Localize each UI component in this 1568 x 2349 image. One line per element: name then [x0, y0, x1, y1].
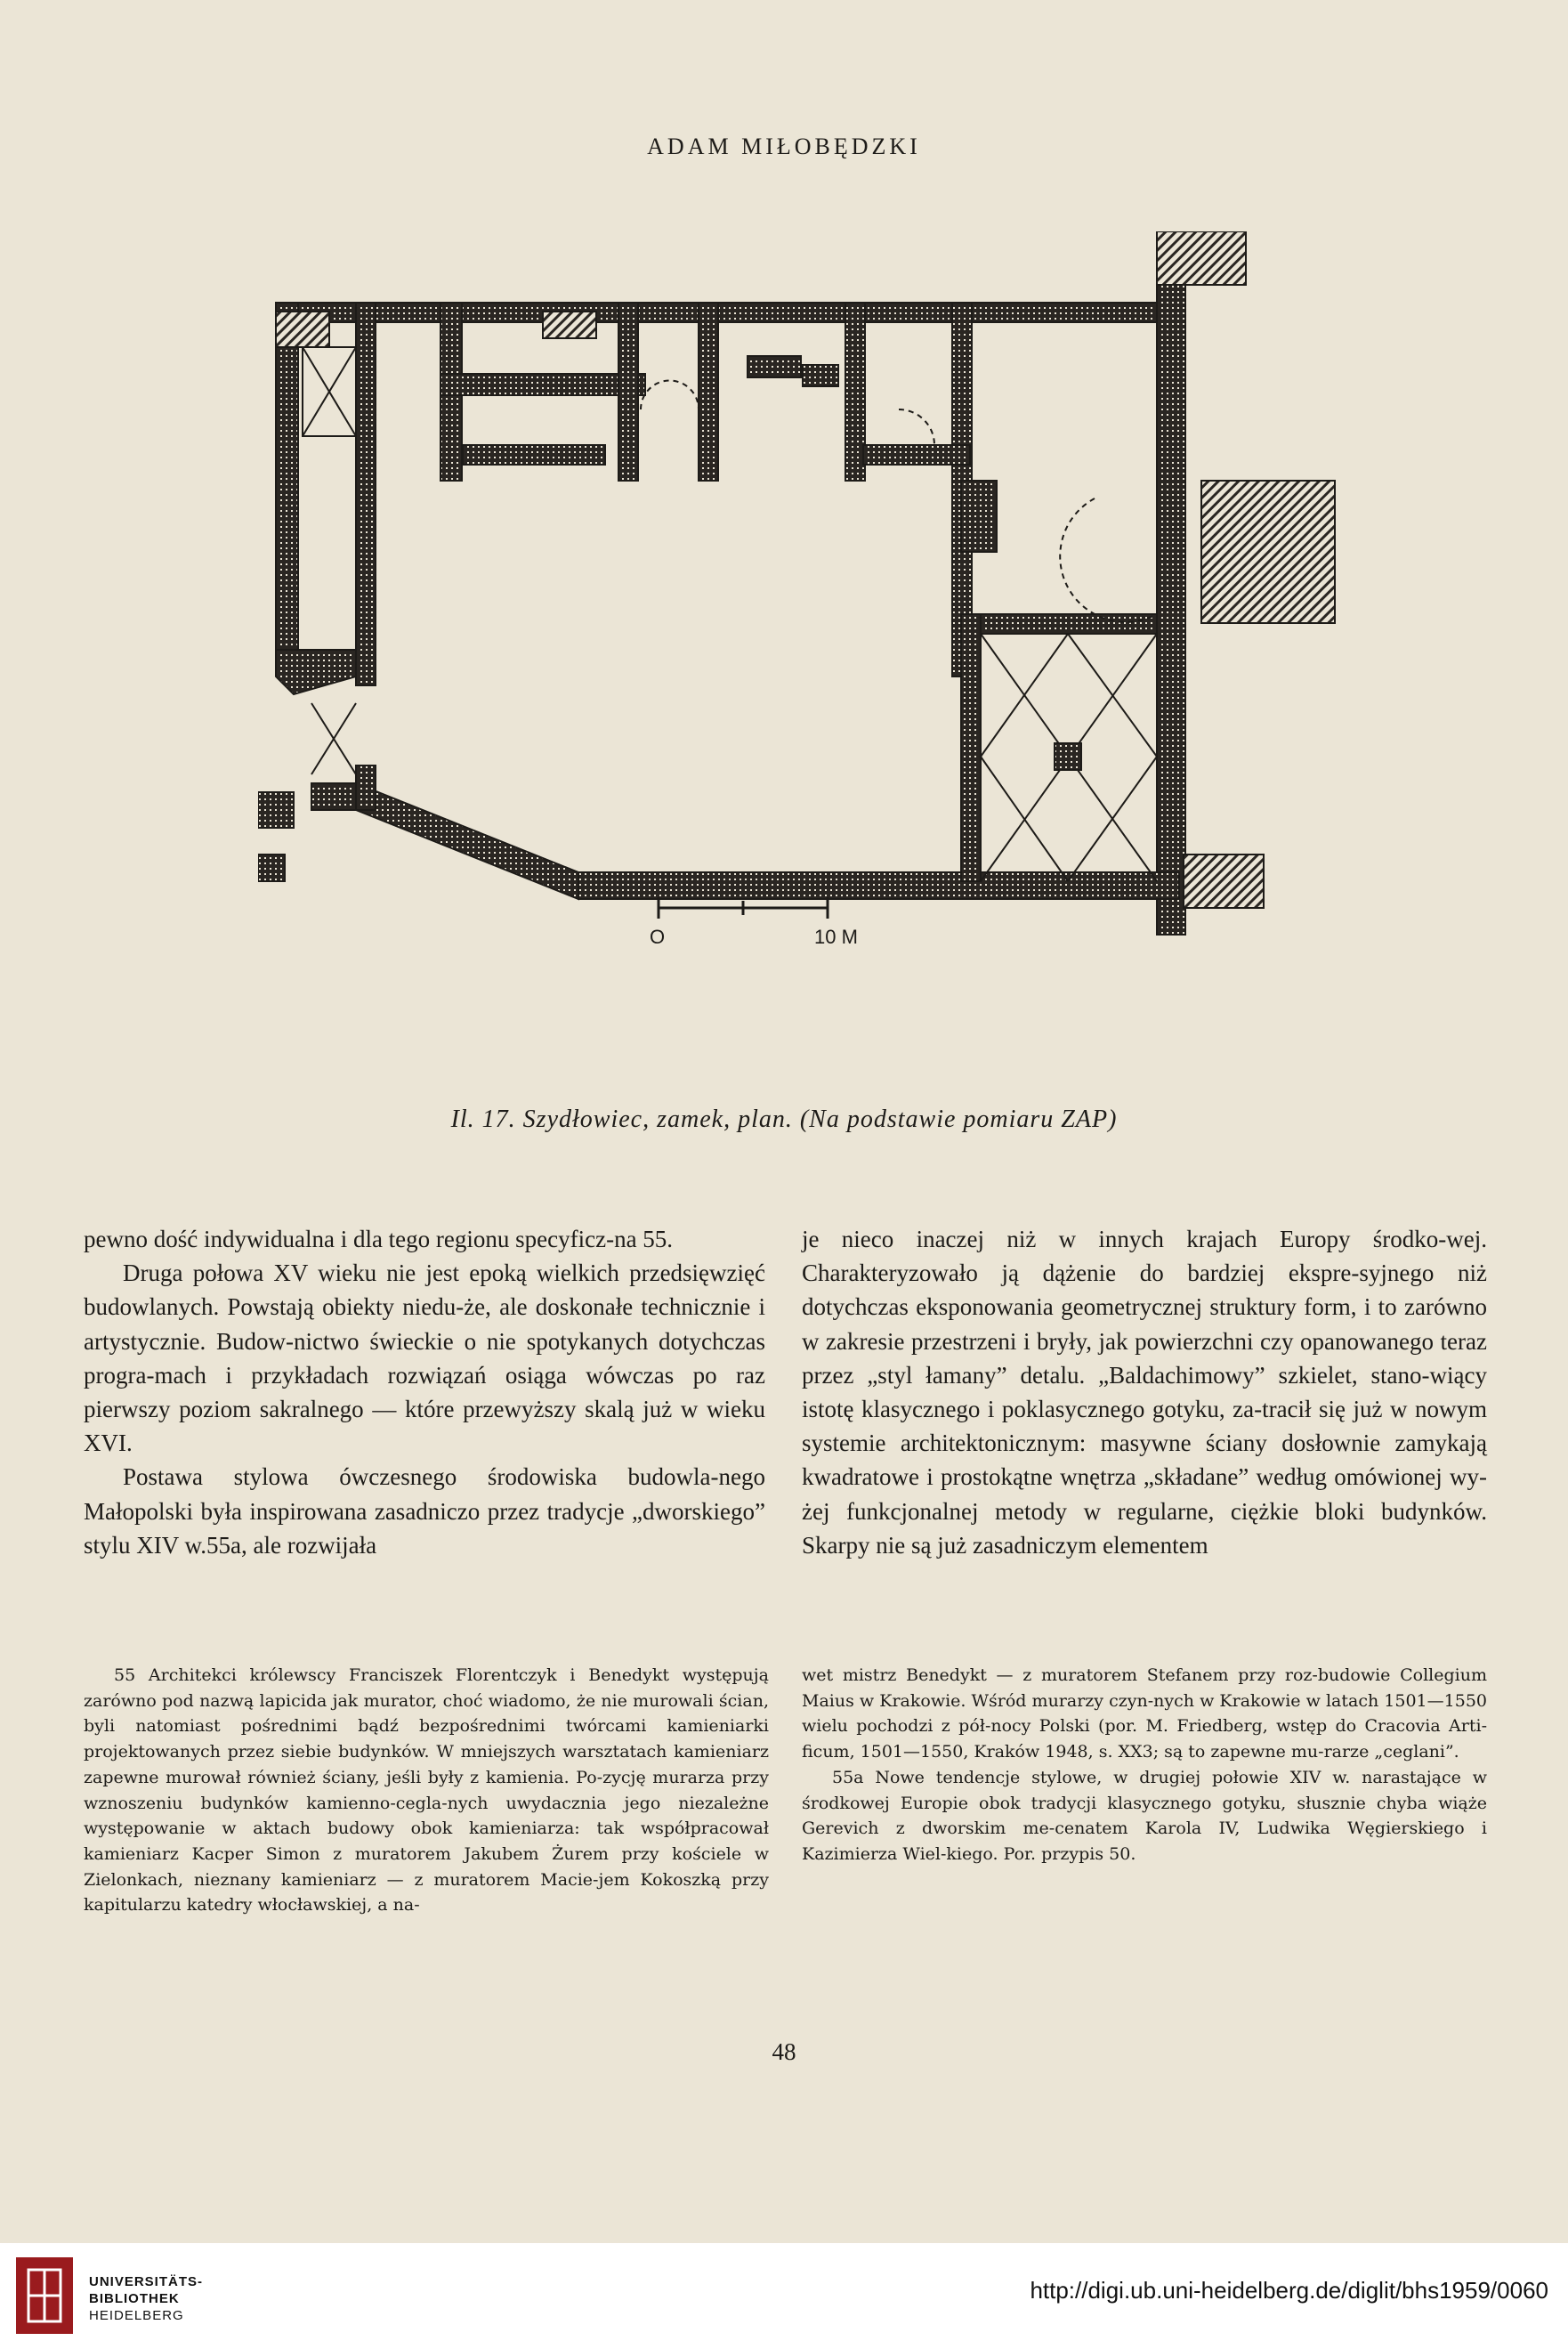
- paragraph: je nieco inaczej niż w innych krajach Europy środko-wej. Charakteryzowało ją dążenie do bardziej ekspre-syjnego niż dotychczas eksponowania geometrycznej struktury form, i to zarówno w zakresie przestrzeni i bryły, jak powierzchni czy opanowanego teraz przez „styl łamany” detalu. „Baldachimowy” szkielet, stano-wiący istotę klasycznego i poklasycznego gotyku, za-tracił się już w nowym systemie architektonicznym: masywne ściany dosłownie zamykają kwadratowe i prostokątne wnętrza „składane” według omówionej wy-żej funkcjonalnej metody w regularne, ciężkie bloki budynków. Skarpy nie są już zasadniczym elementem: [802, 1226, 1487, 1559]
- figure-caption: Il. 17. Szydłowiec, zamek, plan. (Na podstawie pomiaru ZAP): [450, 1106, 1118, 1133]
- footnote-55: 55 Architekci królewscy Franciszek Florentczyk i Benedykt występują zarówno pod nazwą lapicida jak murator, choć wiadomo, że nie murowali ścian, byli natomiast pośrednimi bądź bezpośrednimi twórcami kamieniarki projektowanych przez siebie budynków. W mniejszych warsztatach kamieniarz zapewne murował również ściany, jeśli były z kamienia. Po-zycję murarza przy wznoszeniu budynków kamienno-cegla-nych uwydacznia jego niezależne występowanie w aktach budowy obok kamieniarza: tak współpracował kamieniarz Kacper Simon z muratorem Jakubem Żurem przy kościele w Zielonkach, nieznany kamieniarz — z muratorem Macie-jem Kokoszką przy kapitularzu katedry włocławskiej, a na-: [84, 1665, 769, 1916]
- page-number: 48: [772, 2038, 796, 2065]
- paragraph: Postawa stylowa ówczesnego środowiska budowla-nego Małopolski była inspirowana zasadniczo przez tradycje „dworskiego” stylu XIV w.55a, ale rozwijała: [84, 1463, 765, 1559]
- scale-bar: [659, 897, 828, 919]
- permalink-url[interactable]: http://digi.ub.uni-heidelberg.de/diglit/bhs1959/0060: [1030, 2277, 1548, 2304]
- castle-floor-plan: [258, 231, 1353, 1086]
- library-line1: UNIVERSITÄTS-: [89, 2274, 204, 2289]
- paragraph: pewno dość indywidualna i dla tego regionu specyficz-na 55.: [84, 1226, 674, 1252]
- scale-label-ten: 10 M: [814, 926, 858, 948]
- paragraph: Druga połowa XV wieku nie jest epoką wielkich przedsięwzięć budowlanych. Powstają obiekty niedu-że, ale doskonałe technicznie i artystycznie. Budow-nictwo świeckie o nie spotykanych dotychczas progra-mach i przykładach rozwiązań osiąga wówczas po raz pierwszy poziom sakralnego — które przewyższy skalą już w wieku XVI.: [84, 1260, 765, 1457]
- body-column-left: [84, 1222, 765, 1562]
- library-line3: HEIDELBERG: [89, 2308, 184, 2323]
- body-column-right: [802, 1222, 1487, 1562]
- footnotes-left: [84, 1663, 769, 1918]
- central-boss: [1055, 743, 1081, 770]
- footnote-55-continued: wet mistrz Benedykt — z muratorem Stefanem przy roz-budowie Collegium Maius w Krakowie. Wśród murarzy czyn-nych w Krakowie w latach 1501—1550 wielu pochodzi z pół-nocy Polski (por. M. Friedberg, wstęp do Cracovia Arti-ficum, 1501—1550, Kraków 1948, s. XX3; są to zapewne mu-rarze „ceglani”.: [802, 1665, 1487, 1762]
- footnote-55a: 55a Nowe tendencje stylowe, w drugiej połowie XIV w. narastające w środkowej Europie obok tradycji klasycznego gotyku, słusznie chyba wiąże Gerevich z dworskim me-cenatem Karola IV, Ludwika Węgierskiego i Kazimierza Wiel-kiego. Por. przypis 50.: [802, 1767, 1487, 1864]
- footnotes-right: [802, 1663, 1487, 1867]
- scale-label-zero: O: [650, 926, 666, 948]
- library-name: [89, 2273, 203, 2324]
- running-header: ADAM MIŁOBĘDZKI: [647, 134, 921, 159]
- inner-walls: [440, 303, 1157, 881]
- outer-walls: [258, 249, 1185, 935]
- library-line2: BIBLIOTHEK: [89, 2291, 180, 2306]
- university-seal-icon: [16, 2257, 73, 2334]
- footer-bar: [0, 2243, 1568, 2349]
